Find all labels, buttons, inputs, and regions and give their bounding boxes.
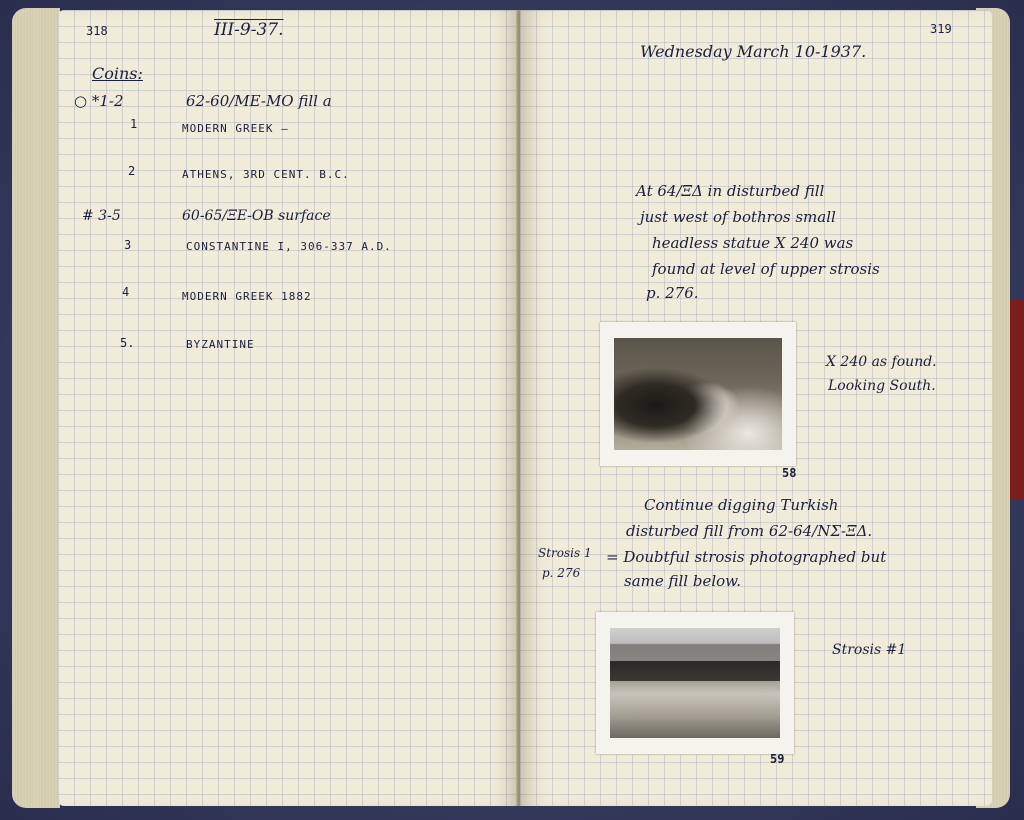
entry-ref: 5. <box>120 336 135 350</box>
photo-statue-image <box>614 338 782 450</box>
paragraph2-line: Continue digging Turkish <box>644 496 839 514</box>
entry-text: 60-65/ΞΕ-ΟΒ surface <box>182 208 331 224</box>
entry-ref: 2 <box>128 164 136 178</box>
photo2-note: Strosis #1 <box>832 642 907 658</box>
entry-ref: ○ *1-2 <box>74 92 124 110</box>
photo-strosis <box>596 612 794 754</box>
entry-ref: # 3-5 <box>82 208 121 224</box>
margin-note-line: Strosis 1 <box>538 546 592 560</box>
entry-text: BYZANTINE <box>186 338 255 351</box>
entry-text: ATHENS, 3RD CENT. B.C. <box>182 168 350 181</box>
paragraph2-line: disturbed fill from 62-64/NΣ-ΞΔ. <box>626 522 873 540</box>
paragraph2-line: same fill below. <box>624 572 742 590</box>
page-edges-left <box>12 8 60 808</box>
photo-statue <box>600 322 796 466</box>
photo1-number: 58 <box>782 466 797 480</box>
margin-note-line: p. 276 <box>542 566 581 580</box>
left-page-date: III-9-37. <box>214 20 284 40</box>
entry-ref: 3 <box>124 238 132 252</box>
entry-text: 62-60/ME-MO fill a <box>186 92 332 110</box>
right-page-date: Wednesday March 10-1937. <box>640 42 867 61</box>
right-page-number: 319 <box>930 22 952 36</box>
bookmark-ribbon <box>1010 300 1024 500</box>
entry-text: CONSTANTINE I, 306-337 A.D. <box>186 240 392 253</box>
left-page-number: 318 <box>86 24 108 38</box>
paragraph1-line: found at level of upper strosis <box>652 260 880 278</box>
photo-strosis-image <box>610 628 780 738</box>
entry-text: MODERN GREEK — <box>182 122 289 135</box>
paragraph1-line: headless statue X 240 was <box>652 234 854 252</box>
paragraph2-line: = Doubtful strosis photographed but <box>606 548 887 566</box>
coins-heading: Coins: <box>92 64 143 83</box>
photo1-note-line: Looking South. <box>828 378 936 394</box>
photo2-number: 59 <box>770 752 785 766</box>
entry-ref: 1 <box>130 117 138 131</box>
entry-text: MODERN GREEK 1882 <box>182 290 312 303</box>
paragraph1-line: just west of bothros small <box>640 208 836 226</box>
paragraph1-line: At 64/ΞΔ in disturbed fill <box>636 182 825 200</box>
left-page <box>58 10 518 806</box>
paragraph1-line: p. 276. <box>646 284 699 302</box>
right-page <box>520 10 992 806</box>
entry-ref: 4 <box>122 285 130 299</box>
photo1-note-line: X 240 as found. <box>826 354 937 370</box>
